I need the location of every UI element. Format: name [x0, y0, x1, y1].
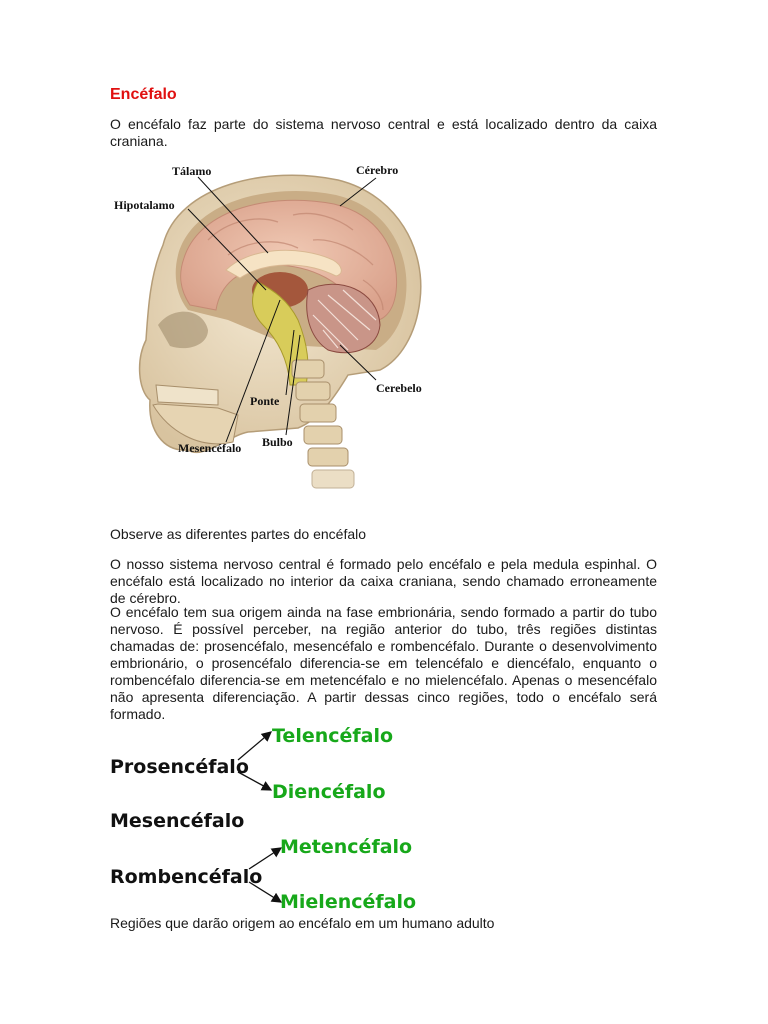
label-hipotalamo: Hipotalamo: [114, 198, 175, 212]
term-telencefalo: Telencéfalo: [272, 725, 394, 747]
encephalon-regions-diagram: [106, 722, 436, 918]
label-bulbo: Bulbo: [262, 435, 293, 449]
page-title: Encéfalo: [110, 86, 177, 103]
body-paragraph-1: O nosso sistema nervoso central é formado pelo encéfalo e pela medula espinhal. O encéfalo está localizado no interior da caixa craniana, sendo chamado erroneamente de cérebro.: [110, 556, 657, 606]
term-rombencefalo: Rombencéfalo: [110, 866, 263, 888]
term-metencefalo: Metencéfalo: [280, 836, 413, 858]
label-cerebelo: Cerebelo: [376, 381, 422, 395]
term-mielencefalo: Mielencéfalo: [280, 891, 417, 913]
intro-paragraph: O encéfalo faz parte do sistema nervoso central e está localizado dentro da caixa craniana.: [110, 116, 657, 149]
term-diencefalo: Diencéfalo: [272, 781, 386, 803]
illustration-caption: Observe as diferentes partes do encéfalo: [110, 526, 367, 542]
label-cerebro: Cérebro: [356, 163, 399, 177]
brain-skull-illustration: [108, 160, 438, 512]
term-prosencefalo: Prosencéfalo: [110, 756, 249, 778]
diagram-caption: Regiões que darão origem ao encéfalo em um humano adulto: [110, 915, 495, 931]
body-paragraph-2: O encéfalo tem sua origem ainda na fase embrionária, sendo formado a partir do tubo nervoso. É possível perceber, na região anterior do tubo, três regiões distintas chamadas de: prosencéfalo, mesencéfalo e rombencéfalo. Durante o desenvolvimento embrionário, o prosencéfalo diferencia-se em telencéfalo e diencéfalo, enquanto o rombencéfalo diferencia-se em metencéfalo e no mielencéfalo. Apenas o mesencéfalo não apresenta diferenciação. A partir dessas cinco regiões, todo o encéfalo será formado.: [110, 604, 657, 722]
label-ponte: Ponte: [250, 394, 280, 408]
term-mesencefalo: Mesencéfalo: [110, 810, 245, 832]
label-mesencefalo: Mesencéfalo: [178, 441, 242, 455]
label-talamo: Tálamo: [172, 164, 212, 178]
